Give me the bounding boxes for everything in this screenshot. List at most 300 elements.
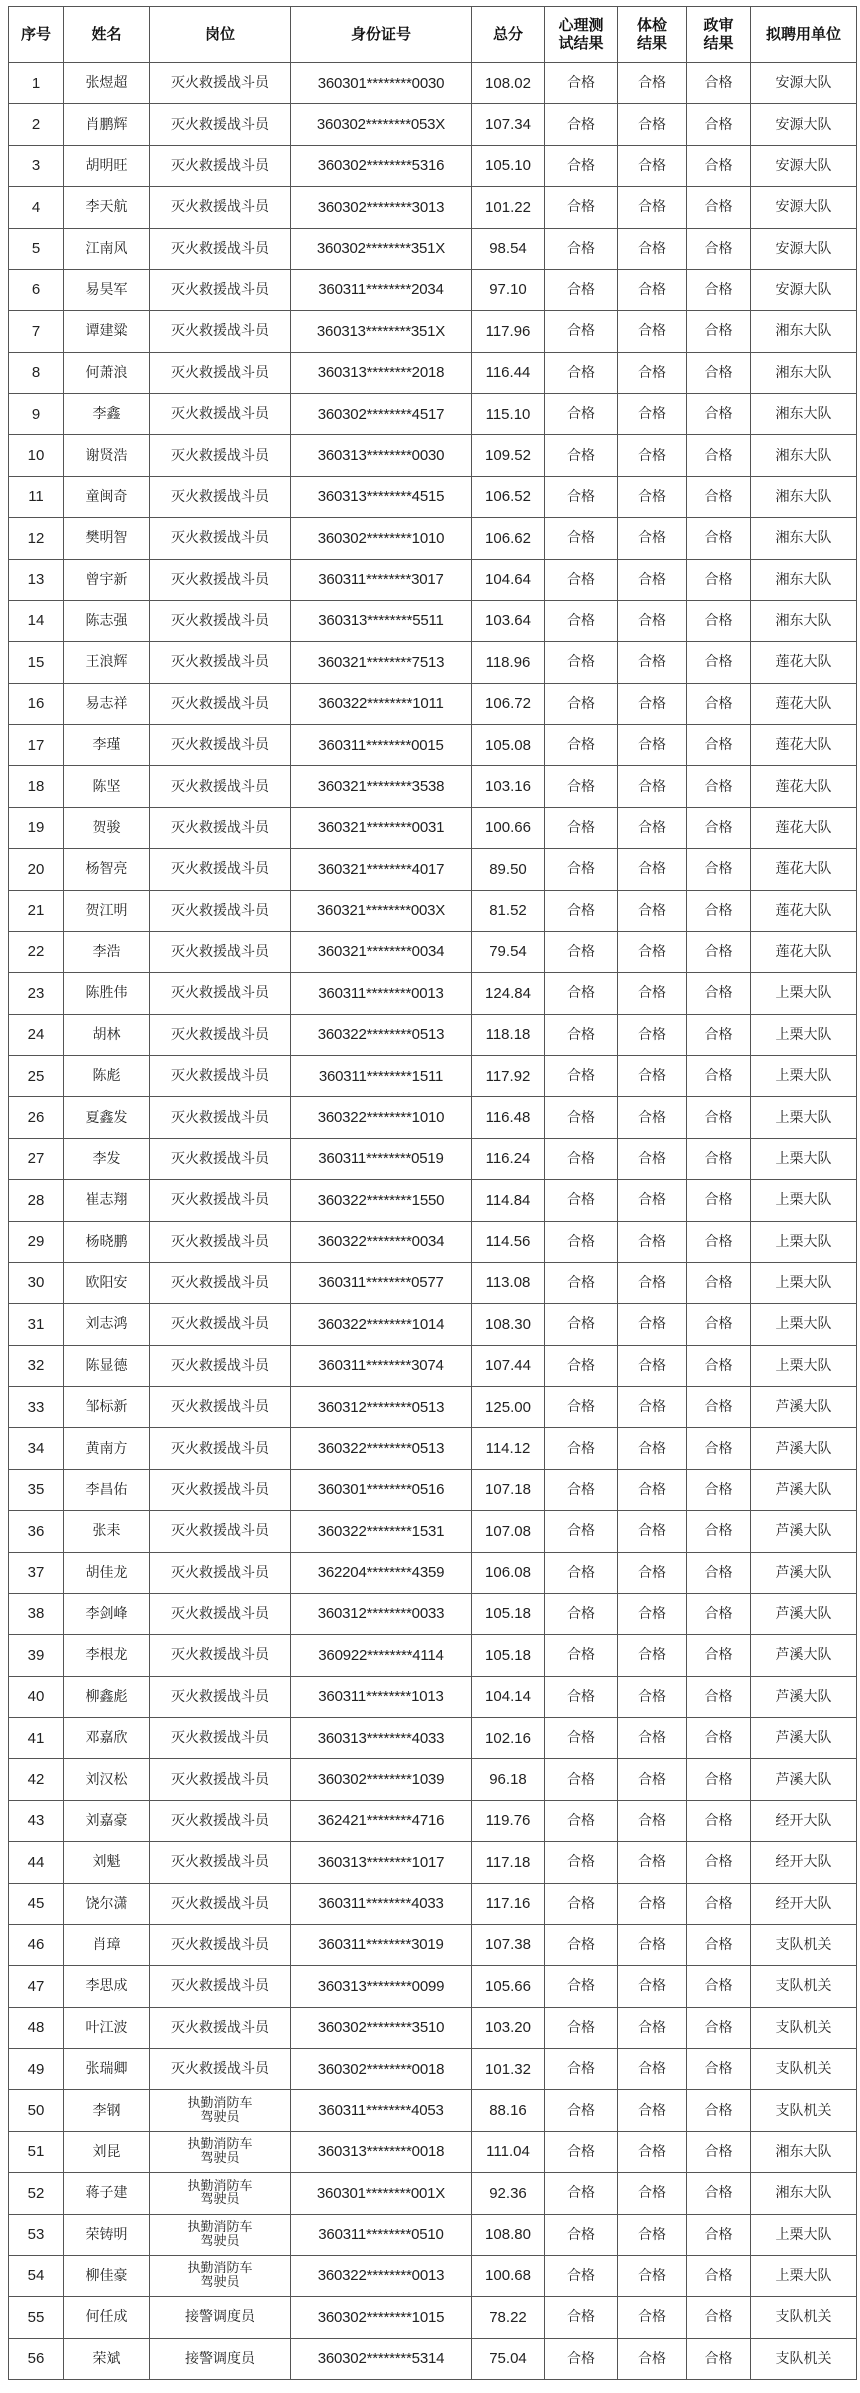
cell-psych-test: 合格 <box>545 2090 618 2131</box>
cell-index: 1 <box>9 63 64 104</box>
cell-name: 饶尔潇 <box>64 1883 150 1924</box>
cell-position: 灭火救援战斗员 <box>150 1759 291 1800</box>
cell-physical-exam: 合格 <box>618 1924 687 1965</box>
cell-position: 灭火救援战斗员 <box>150 1552 291 1593</box>
cell-physical-exam: 合格 <box>618 1097 687 1138</box>
cell-index: 19 <box>9 807 64 848</box>
table-row <box>9 849 857 890</box>
cell-hiring-unit: 支队机关 <box>751 2090 857 2131</box>
cell-total-score: 101.22 <box>472 187 545 228</box>
cell-id-number: 360302********1010 <box>291 518 472 559</box>
cell-psych-test: 合格 <box>545 1345 618 1386</box>
cell-total-score: 103.16 <box>472 766 545 807</box>
table-body <box>9 63 857 2380</box>
cell-physical-exam: 合格 <box>618 1511 687 1552</box>
cell-id-number: 360313********4033 <box>291 1718 472 1759</box>
cell-index: 34 <box>9 1428 64 1469</box>
cell-political-review: 合格 <box>687 1759 751 1800</box>
cell-index: 56 <box>9 2338 64 2379</box>
cell-hiring-unit: 湘东大队 <box>751 518 857 559</box>
table-row <box>9 2131 857 2172</box>
cell-name: 胡佳龙 <box>64 1552 150 1593</box>
cell-name: 李根龙 <box>64 1635 150 1676</box>
cell-political-review: 合格 <box>687 1345 751 1386</box>
cell-political-review: 合格 <box>687 600 751 641</box>
cell-name: 柳佳豪 <box>64 2255 150 2296</box>
cell-psych-test: 合格 <box>545 1676 618 1717</box>
table-row <box>9 931 857 972</box>
cell-hiring-unit: 上栗大队 <box>751 2255 857 2296</box>
cell-hiring-unit: 芦溪大队 <box>751 1552 857 1593</box>
cell-physical-exam: 合格 <box>618 1221 687 1262</box>
cell-political-review: 合格 <box>687 1593 751 1634</box>
cell-name: 陈显德 <box>64 1345 150 1386</box>
cell-physical-exam: 合格 <box>618 2007 687 2048</box>
cell-id-number: 360313********0018 <box>291 2131 472 2172</box>
cell-name: 崔志翔 <box>64 1180 150 1221</box>
cell-physical-exam: 合格 <box>618 2131 687 2172</box>
cell-total-score: 100.68 <box>472 2255 545 2296</box>
cell-name: 刘汉松 <box>64 1759 150 1800</box>
table-row <box>9 1759 857 1800</box>
cell-political-review: 合格 <box>687 2214 751 2255</box>
header-hiring-unit: 拟聘用单位 <box>751 7 857 63</box>
cell-id-number: 360322********0013 <box>291 2255 472 2296</box>
cell-index: 40 <box>9 1676 64 1717</box>
cell-name: 胡明旺 <box>64 145 150 186</box>
cell-physical-exam: 合格 <box>618 1635 687 1676</box>
cell-hiring-unit: 湘东大队 <box>751 352 857 393</box>
cell-position: 灭火救援战斗员 <box>150 1924 291 1965</box>
table-row <box>9 725 857 766</box>
cell-hiring-unit: 支队机关 <box>751 1924 857 1965</box>
cell-hiring-unit: 上栗大队 <box>751 1262 857 1303</box>
cell-position: 灭火救援战斗员 <box>150 890 291 931</box>
cell-physical-exam: 合格 <box>618 642 687 683</box>
cell-political-review: 合格 <box>687 973 751 1014</box>
cell-psych-test: 合格 <box>545 1593 618 1634</box>
cell-name: 李剑峰 <box>64 1593 150 1634</box>
cell-political-review: 合格 <box>687 518 751 559</box>
cell-psych-test: 合格 <box>545 63 618 104</box>
cell-position: 灭火救援战斗员 <box>150 725 291 766</box>
cell-id-number: 360313********0099 <box>291 1966 472 2007</box>
cell-hiring-unit: 芦溪大队 <box>751 1718 857 1759</box>
cell-physical-exam: 合格 <box>618 1842 687 1883</box>
cell-hiring-unit: 安源大队 <box>751 228 857 269</box>
table-row <box>9 1635 857 1676</box>
cell-total-score: 107.44 <box>472 1345 545 1386</box>
cell-name: 王浪辉 <box>64 642 150 683</box>
cell-name: 肖璋 <box>64 1924 150 1965</box>
cell-total-score: 79.54 <box>472 931 545 972</box>
cell-total-score: 103.64 <box>472 600 545 641</box>
cell-id-number: 360321********003X <box>291 890 472 931</box>
cell-political-review: 合格 <box>687 1221 751 1262</box>
cell-total-score: 81.52 <box>472 890 545 931</box>
cell-hiring-unit: 支队机关 <box>751 1966 857 2007</box>
cell-total-score: 100.66 <box>472 807 545 848</box>
cell-index: 27 <box>9 1138 64 1179</box>
cell-index: 39 <box>9 1635 64 1676</box>
cell-psych-test: 合格 <box>545 1304 618 1345</box>
cell-total-score: 107.18 <box>472 1469 545 1510</box>
cell-position: 灭火救援战斗员 <box>150 559 291 600</box>
cell-index: 50 <box>9 2090 64 2131</box>
cell-index: 22 <box>9 931 64 972</box>
cell-position: 灭火救援战斗员 <box>150 1387 291 1428</box>
cell-hiring-unit: 上栗大队 <box>751 2214 857 2255</box>
table-row <box>9 187 857 228</box>
cell-hiring-unit: 安源大队 <box>751 63 857 104</box>
table-row <box>9 311 857 352</box>
cell-name: 刘志鸿 <box>64 1304 150 1345</box>
table-row <box>9 1138 857 1179</box>
header-id-number: 身份证号 <box>291 7 472 63</box>
cell-political-review: 合格 <box>687 1469 751 1510</box>
cell-total-score: 115.10 <box>472 394 545 435</box>
cell-political-review: 合格 <box>687 2049 751 2090</box>
cell-id-number: 360922********4114 <box>291 1635 472 1676</box>
cell-physical-exam: 合格 <box>618 1593 687 1634</box>
cell-physical-exam: 合格 <box>618 1304 687 1345</box>
cell-name: 童闽奇 <box>64 476 150 517</box>
cell-physical-exam: 合格 <box>618 1387 687 1428</box>
table-row <box>9 1262 857 1303</box>
cell-hiring-unit: 安源大队 <box>751 187 857 228</box>
table-row <box>9 1097 857 1138</box>
cell-index: 31 <box>9 1304 64 1345</box>
cell-physical-exam: 合格 <box>618 435 687 476</box>
table-row <box>9 1428 857 1469</box>
cell-hiring-unit: 湘东大队 <box>751 435 857 476</box>
cell-physical-exam: 合格 <box>618 973 687 1014</box>
cell-hiring-unit: 湘东大队 <box>751 600 857 641</box>
cell-total-score: 107.38 <box>472 1924 545 1965</box>
cell-name: 邹标新 <box>64 1387 150 1428</box>
cell-total-score: 106.08 <box>472 1552 545 1593</box>
cell-id-number: 360301********001X <box>291 2173 472 2214</box>
cell-index: 49 <box>9 2049 64 2090</box>
cell-hiring-unit: 上栗大队 <box>751 1097 857 1138</box>
cell-name: 何萧浪 <box>64 352 150 393</box>
table-row <box>9 1842 857 1883</box>
cell-psych-test: 合格 <box>545 1718 618 1759</box>
cell-political-review: 合格 <box>687 2173 751 2214</box>
cell-index: 33 <box>9 1387 64 1428</box>
cell-position: 灭火救援战斗员 <box>150 1056 291 1097</box>
cell-physical-exam: 合格 <box>618 1138 687 1179</box>
table-row <box>9 394 857 435</box>
table-row <box>9 2255 857 2296</box>
cell-total-score: 104.14 <box>472 1676 545 1717</box>
cell-political-review: 合格 <box>687 1883 751 1924</box>
cell-position: 执勤消防车 驾驶员 <box>150 2214 291 2255</box>
cell-position: 灭火救援战斗员 <box>150 518 291 559</box>
cell-psych-test: 合格 <box>545 600 618 641</box>
header-total-score: 总分 <box>472 7 545 63</box>
cell-name: 刘魁 <box>64 1842 150 1883</box>
cell-political-review: 合格 <box>687 1552 751 1593</box>
cell-political-review: 合格 <box>687 1014 751 1055</box>
cell-index: 3 <box>9 145 64 186</box>
header-name: 姓名 <box>64 7 150 63</box>
cell-index: 42 <box>9 1759 64 1800</box>
cell-id-number: 360322********0513 <box>291 1014 472 1055</box>
cell-political-review: 合格 <box>687 1842 751 1883</box>
table-row <box>9 1014 857 1055</box>
table-row <box>9 2338 857 2379</box>
cell-hiring-unit: 莲花大队 <box>751 642 857 683</box>
cell-hiring-unit: 芦溪大队 <box>751 1593 857 1634</box>
cell-physical-exam: 合格 <box>618 145 687 186</box>
header-psych-test: 心理测 试结果 <box>545 7 618 63</box>
table-row <box>9 600 857 641</box>
cell-hiring-unit: 上栗大队 <box>751 1304 857 1345</box>
cell-index: 44 <box>9 1842 64 1883</box>
cell-political-review: 合格 <box>687 642 751 683</box>
cell-id-number: 360301********0516 <box>291 1469 472 1510</box>
table-row <box>9 1345 857 1386</box>
cell-political-review: 合格 <box>687 1800 751 1841</box>
cell-index: 15 <box>9 642 64 683</box>
cell-physical-exam: 合格 <box>618 394 687 435</box>
table-row <box>9 63 857 104</box>
cell-hiring-unit: 支队机关 <box>751 2049 857 2090</box>
cell-index: 12 <box>9 518 64 559</box>
cell-position: 执勤消防车 驾驶员 <box>150 2173 291 2214</box>
cell-political-review: 合格 <box>687 63 751 104</box>
cell-physical-exam: 合格 <box>618 890 687 931</box>
cell-political-review: 合格 <box>687 2297 751 2338</box>
cell-total-score: 104.64 <box>472 559 545 600</box>
cell-name: 曾宇新 <box>64 559 150 600</box>
cell-name: 荣斌 <box>64 2338 150 2379</box>
cell-position: 灭火救援战斗员 <box>150 1469 291 1510</box>
cell-political-review: 合格 <box>687 476 751 517</box>
cell-total-score: 117.92 <box>472 1056 545 1097</box>
cell-psych-test: 合格 <box>545 352 618 393</box>
cell-physical-exam: 合格 <box>618 849 687 890</box>
cell-total-score: 101.32 <box>472 2049 545 2090</box>
cell-psych-test: 合格 <box>545 1552 618 1593</box>
cell-id-number: 360311********3019 <box>291 1924 472 1965</box>
cell-index: 2 <box>9 104 64 145</box>
cell-id-number: 360311********3074 <box>291 1345 472 1386</box>
cell-hiring-unit: 湘东大队 <box>751 2173 857 2214</box>
cell-name: 夏鑫发 <box>64 1097 150 1138</box>
cell-id-number: 360313********1017 <box>291 1842 472 1883</box>
cell-physical-exam: 合格 <box>618 2173 687 2214</box>
table-row <box>9 890 857 931</box>
cell-psych-test: 合格 <box>545 849 618 890</box>
cell-total-score: 105.66 <box>472 1966 545 2007</box>
cell-position: 灭火救援战斗员 <box>150 104 291 145</box>
cell-index: 54 <box>9 2255 64 2296</box>
cell-physical-exam: 合格 <box>618 1676 687 1717</box>
cell-id-number: 360321********7513 <box>291 642 472 683</box>
cell-total-score: 116.48 <box>472 1097 545 1138</box>
cell-political-review: 合格 <box>687 1924 751 1965</box>
cell-hiring-unit: 芦溪大队 <box>751 1387 857 1428</box>
table-row <box>9 2049 857 2090</box>
cell-position: 灭火救援战斗员 <box>150 476 291 517</box>
cell-total-score: 78.22 <box>472 2297 545 2338</box>
cell-name: 谭建粱 <box>64 311 150 352</box>
cell-index: 18 <box>9 766 64 807</box>
cell-hiring-unit: 支队机关 <box>751 2007 857 2048</box>
cell-hiring-unit: 莲花大队 <box>751 683 857 724</box>
cell-name: 张煜超 <box>64 63 150 104</box>
cell-position: 接警调度员 <box>150 2297 291 2338</box>
cell-psych-test: 合格 <box>545 1180 618 1221</box>
cell-physical-exam: 合格 <box>618 931 687 972</box>
cell-position: 灭火救援战斗员 <box>150 1428 291 1469</box>
cell-political-review: 合格 <box>687 1635 751 1676</box>
cell-index: 24 <box>9 1014 64 1055</box>
cell-position: 灭火救援战斗员 <box>150 1511 291 1552</box>
cell-name: 李钢 <box>64 2090 150 2131</box>
cell-physical-exam: 合格 <box>618 683 687 724</box>
cell-hiring-unit: 芦溪大队 <box>751 1469 857 1510</box>
cell-total-score: 103.20 <box>472 2007 545 2048</box>
cell-physical-exam: 合格 <box>618 725 687 766</box>
cell-total-score: 105.18 <box>472 1635 545 1676</box>
cell-name: 贺江明 <box>64 890 150 931</box>
cell-psych-test: 合格 <box>545 807 618 848</box>
cell-hiring-unit: 湘东大队 <box>751 559 857 600</box>
cell-psych-test: 合格 <box>545 1469 618 1510</box>
cell-index: 21 <box>9 890 64 931</box>
cell-position: 灭火救援战斗员 <box>150 1304 291 1345</box>
cell-id-number: 360311********0519 <box>291 1138 472 1179</box>
cell-political-review: 合格 <box>687 435 751 476</box>
cell-hiring-unit: 经开大队 <box>751 1883 857 1924</box>
cell-hiring-unit: 经开大队 <box>751 1842 857 1883</box>
cell-name: 杨智亮 <box>64 849 150 890</box>
cell-index: 8 <box>9 352 64 393</box>
table-row <box>9 1552 857 1593</box>
table-row <box>9 1221 857 1262</box>
cell-total-score: 102.16 <box>472 1718 545 1759</box>
cell-position: 灭火救援战斗员 <box>150 931 291 972</box>
cell-political-review: 合格 <box>687 725 751 766</box>
cell-name: 贺骏 <box>64 807 150 848</box>
table-row <box>9 145 857 186</box>
table-row <box>9 642 857 683</box>
cell-physical-exam: 合格 <box>618 352 687 393</box>
cell-index: 47 <box>9 1966 64 2007</box>
cell-physical-exam: 合格 <box>618 2255 687 2296</box>
cell-name: 蒋子建 <box>64 2173 150 2214</box>
cell-name: 黄南方 <box>64 1428 150 1469</box>
cell-political-review: 合格 <box>687 228 751 269</box>
cell-hiring-unit: 芦溪大队 <box>751 1635 857 1676</box>
cell-name: 杨晓鹏 <box>64 1221 150 1262</box>
cell-physical-exam: 合格 <box>618 2049 687 2090</box>
cell-political-review: 合格 <box>687 2338 751 2379</box>
cell-index: 53 <box>9 2214 64 2255</box>
cell-index: 11 <box>9 476 64 517</box>
cell-index: 52 <box>9 2173 64 2214</box>
cell-hiring-unit: 支队机关 <box>751 2338 857 2379</box>
cell-position: 灭火救援战斗员 <box>150 1180 291 1221</box>
table-row <box>9 2214 857 2255</box>
cell-total-score: 107.34 <box>472 104 545 145</box>
cell-psych-test: 合格 <box>545 435 618 476</box>
cell-position: 灭火救援战斗员 <box>150 1345 291 1386</box>
cell-political-review: 合格 <box>687 807 751 848</box>
cell-position: 灭火救援战斗员 <box>150 269 291 310</box>
cell-id-number: 360311********2034 <box>291 269 472 310</box>
cell-id-number: 360311********0510 <box>291 2214 472 2255</box>
cell-total-score: 106.72 <box>472 683 545 724</box>
cell-physical-exam: 合格 <box>618 807 687 848</box>
cell-id-number: 360301********0030 <box>291 63 472 104</box>
cell-total-score: 118.18 <box>472 1014 545 1055</box>
cell-index: 38 <box>9 1593 64 1634</box>
cell-political-review: 合格 <box>687 145 751 186</box>
cell-psych-test: 合格 <box>545 2131 618 2172</box>
cell-index: 28 <box>9 1180 64 1221</box>
cell-political-review: 合格 <box>687 849 751 890</box>
cell-id-number: 360322********0034 <box>291 1221 472 1262</box>
cell-name: 李瑾 <box>64 725 150 766</box>
cell-psych-test: 合格 <box>545 1138 618 1179</box>
cell-psych-test: 合格 <box>545 725 618 766</box>
cell-id-number: 360302********1015 <box>291 2297 472 2338</box>
cell-hiring-unit: 上栗大队 <box>751 1221 857 1262</box>
cell-political-review: 合格 <box>687 311 751 352</box>
cell-physical-exam: 合格 <box>618 518 687 559</box>
cell-hiring-unit: 上栗大队 <box>751 1138 857 1179</box>
cell-id-number: 360311********0015 <box>291 725 472 766</box>
cell-position: 灭火救援战斗员 <box>150 1014 291 1055</box>
cell-name: 李思成 <box>64 1966 150 2007</box>
cell-psych-test: 合格 <box>545 1924 618 1965</box>
table-row <box>9 559 857 600</box>
table-row <box>9 2090 857 2131</box>
cell-name: 欧阳安 <box>64 1262 150 1303</box>
cell-political-review: 合格 <box>687 104 751 145</box>
cell-id-number: 360311********4053 <box>291 2090 472 2131</box>
cell-psych-test: 合格 <box>545 2173 618 2214</box>
cell-id-number: 360302********351X <box>291 228 472 269</box>
cell-position: 执勤消防车 驾驶员 <box>150 2131 291 2172</box>
cell-index: 35 <box>9 1469 64 1510</box>
cell-id-number: 360302********0018 <box>291 2049 472 2090</box>
cell-psych-test: 合格 <box>545 642 618 683</box>
cell-total-score: 111.04 <box>472 2131 545 2172</box>
cell-total-score: 75.04 <box>472 2338 545 2379</box>
cell-psych-test: 合格 <box>545 1883 618 1924</box>
cell-psych-test: 合格 <box>545 394 618 435</box>
cell-total-score: 119.76 <box>472 1800 545 1841</box>
cell-name: 叶江波 <box>64 2007 150 2048</box>
cell-psych-test: 合格 <box>545 269 618 310</box>
cell-total-score: 108.30 <box>472 1304 545 1345</box>
cell-name: 李天航 <box>64 187 150 228</box>
cell-political-review: 合格 <box>687 1056 751 1097</box>
table-row <box>9 1180 857 1221</box>
cell-psych-test: 合格 <box>545 1097 618 1138</box>
cell-total-score: 116.24 <box>472 1138 545 1179</box>
table-row <box>9 1593 857 1634</box>
cell-position: 灭火救援战斗员 <box>150 145 291 186</box>
cell-political-review: 合格 <box>687 1262 751 1303</box>
cell-hiring-unit: 莲花大队 <box>751 890 857 931</box>
table-row <box>9 1718 857 1759</box>
